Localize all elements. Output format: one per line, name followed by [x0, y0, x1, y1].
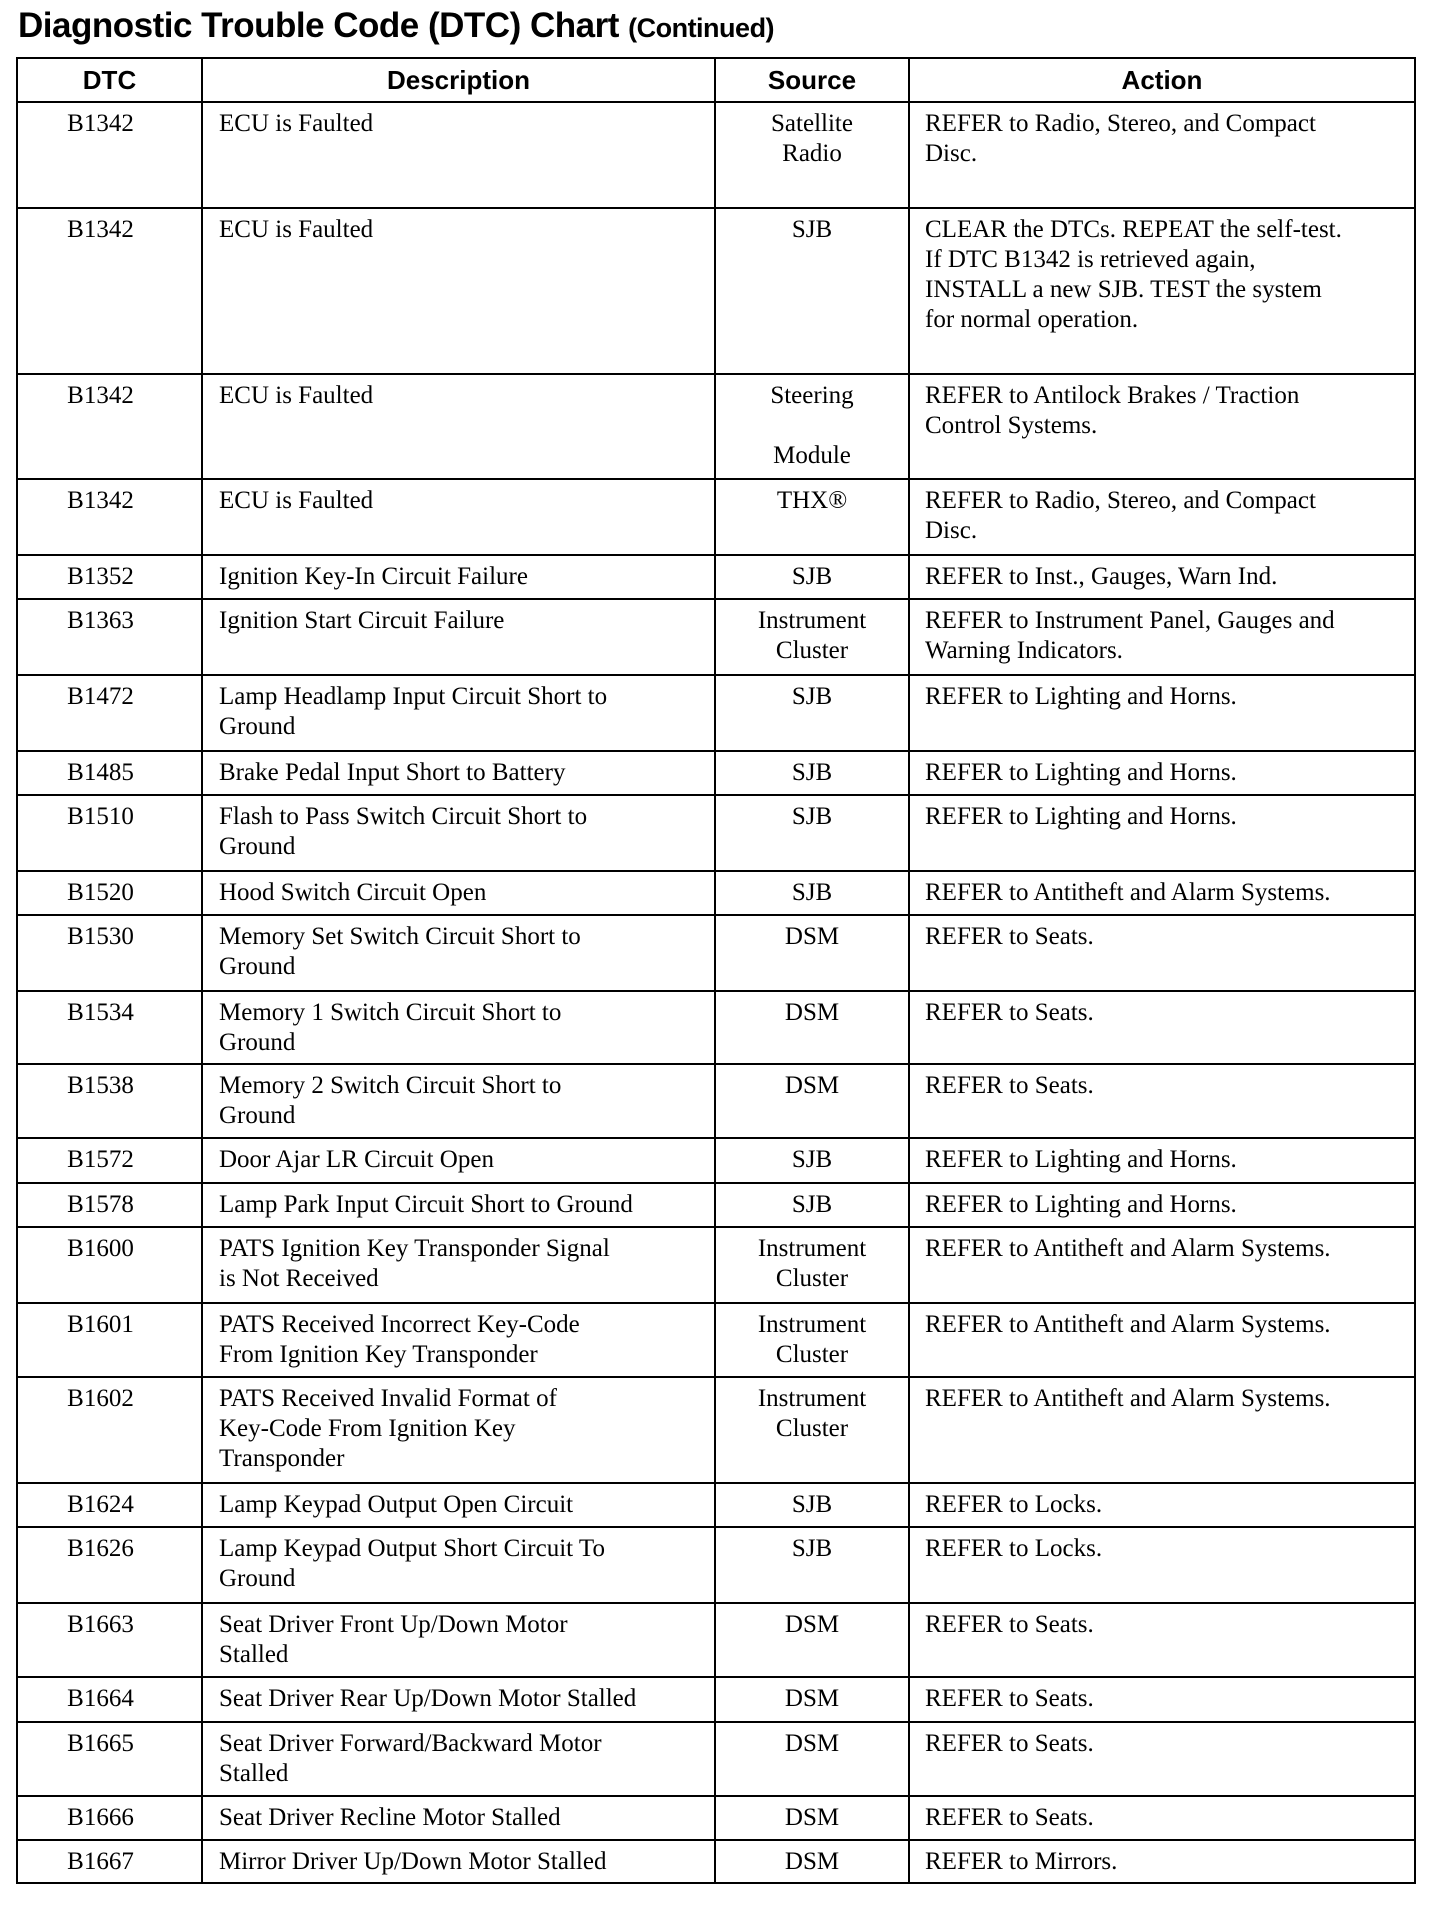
cell-action: REFER to Antitheft and Alarm Systems.	[909, 1377, 1415, 1483]
cell-dtc: B1664	[17, 1677, 202, 1722]
table-row	[17, 599, 1415, 675]
cell-dtc: B1538	[17, 1064, 202, 1138]
cell-description: Seat Driver Recline Motor Stalled	[202, 1796, 715, 1840]
cell-source: SJB	[715, 871, 909, 915]
table-row	[17, 1138, 1415, 1183]
table-row	[17, 1603, 1415, 1677]
cell-source: Instrument Cluster	[715, 1377, 909, 1483]
cell-description: ECU is Faulted	[202, 208, 715, 374]
table-row	[17, 795, 1415, 871]
table-row	[17, 871, 1415, 915]
table-row	[17, 479, 1415, 555]
cell-description: Hood Switch Circuit Open	[202, 871, 715, 915]
cell-action: REFER to Locks.	[909, 1483, 1415, 1527]
cell-source: DSM	[715, 915, 909, 991]
cell-dtc: B1342	[17, 102, 202, 208]
cell-description: Seat Driver Rear Up/Down Motor Stalled	[202, 1677, 715, 1722]
table-row	[17, 1064, 1415, 1138]
cell-source: THX®	[715, 479, 909, 555]
cell-source: DSM	[715, 1796, 909, 1840]
cell-action: REFER to Seats.	[909, 1064, 1415, 1138]
cell-action: REFER to Antilock Brakes / Traction Control Systems.	[909, 374, 1415, 479]
cell-description: PATS Received Invalid Format of Key-Code From Ignition Key Transponder	[202, 1377, 715, 1483]
table-row	[17, 1183, 1415, 1227]
cell-action: REFER to Seats.	[909, 915, 1415, 991]
cell-description: Ignition Start Circuit Failure	[202, 599, 715, 675]
cell-description: ECU is Faulted	[202, 102, 715, 208]
cell-action: REFER to Radio, Stereo, and Compact Disc.	[909, 479, 1415, 555]
table-row	[17, 1303, 1415, 1377]
table-row	[17, 1722, 1415, 1796]
cell-source: DSM	[715, 1603, 909, 1677]
cell-action: REFER to Seats.	[909, 1722, 1415, 1796]
cell-dtc: B1510	[17, 795, 202, 871]
cell-action: REFER to Lighting and Horns.	[909, 1183, 1415, 1227]
header-description: Description	[202, 58, 715, 102]
table-row	[17, 751, 1415, 795]
cell-description: Memory Set Switch Circuit Short to Ground	[202, 915, 715, 991]
table-row	[17, 1377, 1415, 1483]
cell-action: REFER to Lighting and Horns.	[909, 751, 1415, 795]
table-row	[17, 915, 1415, 991]
cell-dtc: B1572	[17, 1138, 202, 1183]
cell-dtc: B1602	[17, 1377, 202, 1483]
cell-dtc: B1601	[17, 1303, 202, 1377]
cell-description: Seat Driver Front Up/Down Motor Stalled	[202, 1603, 715, 1677]
cell-dtc: B1600	[17, 1227, 202, 1303]
table-row	[17, 675, 1415, 751]
cell-source: Satellite Radio	[715, 102, 909, 208]
cell-action: REFER to Lighting and Horns.	[909, 1138, 1415, 1183]
title-suffix: (Continued)	[628, 13, 775, 43]
cell-dtc: B1352	[17, 555, 202, 599]
table-row	[17, 1483, 1415, 1527]
cell-action: REFER to Antitheft and Alarm Systems.	[909, 1227, 1415, 1303]
cell-description: Lamp Keypad Output Open Circuit	[202, 1483, 715, 1527]
page-title	[18, 6, 774, 46]
cell-dtc: B1534	[17, 991, 202, 1064]
table-row	[17, 1796, 1415, 1840]
cell-action: REFER to Seats.	[909, 1677, 1415, 1722]
cell-source: SJB	[715, 208, 909, 374]
cell-description: Brake Pedal Input Short to Battery	[202, 751, 715, 795]
cell-dtc: B1485	[17, 751, 202, 795]
cell-description: Lamp Keypad Output Short Circuit To Ground	[202, 1527, 715, 1603]
cell-action: REFER to Instrument Panel, Gauges and Warning Indicators.	[909, 599, 1415, 675]
cell-source: DSM	[715, 991, 909, 1064]
cell-source: DSM	[715, 1840, 909, 1883]
cell-description: ECU is Faulted	[202, 374, 715, 479]
cell-description: Ignition Key-In Circuit Failure	[202, 555, 715, 599]
cell-source: SJB	[715, 555, 909, 599]
cell-source: Instrument Cluster	[715, 1303, 909, 1377]
table-row	[17, 1840, 1415, 1883]
table-row	[17, 1677, 1415, 1722]
cell-source: SJB	[715, 1483, 909, 1527]
cell-action: REFER to Radio, Stereo, and Compact Disc.	[909, 102, 1415, 208]
table-row	[17, 555, 1415, 599]
cell-action: REFER to Lighting and Horns.	[909, 675, 1415, 751]
cell-dtc: B1578	[17, 1183, 202, 1227]
cell-action: CLEAR the DTCs. REPEAT the self-test. If DTC B1342 is retrieved again, INSTALL a new SJB. TEST the system for normal operation.	[909, 208, 1415, 374]
header-action: Action	[909, 58, 1415, 102]
cell-description: Lamp Headlamp Input Circuit Short to Ground	[202, 675, 715, 751]
cell-action: REFER to Seats.	[909, 1796, 1415, 1840]
cell-source: SJB	[715, 675, 909, 751]
cell-description: ECU is Faulted	[202, 479, 715, 555]
cell-description: Lamp Park Input Circuit Short to Ground	[202, 1183, 715, 1227]
cell-source: SJB	[715, 1138, 909, 1183]
cell-source: SJB	[715, 795, 909, 871]
cell-source: DSM	[715, 1677, 909, 1722]
cell-dtc: B1663	[17, 1603, 202, 1677]
cell-dtc: B1666	[17, 1796, 202, 1840]
cell-source: SJB	[715, 1527, 909, 1603]
cell-dtc: B1530	[17, 915, 202, 991]
cell-dtc: B1342	[17, 479, 202, 555]
table-body	[17, 102, 1415, 1883]
cell-action: REFER to Locks.	[909, 1527, 1415, 1603]
cell-dtc: B1626	[17, 1527, 202, 1603]
table-row	[17, 991, 1415, 1064]
table-row	[17, 374, 1415, 479]
cell-dtc: B1624	[17, 1483, 202, 1527]
header-source: Source	[715, 58, 909, 102]
cell-dtc: B1667	[17, 1840, 202, 1883]
cell-description: PATS Received Incorrect Key-Code From Ignition Key Transponder	[202, 1303, 715, 1377]
table-header-row	[17, 58, 1415, 102]
table-row	[17, 102, 1415, 208]
title-main: Diagnostic Trouble Code (DTC) Chart	[18, 6, 619, 45]
cell-dtc: B1363	[17, 599, 202, 675]
dtc-table	[16, 57, 1416, 1884]
cell-description: Memory 1 Switch Circuit Short to Ground	[202, 991, 715, 1064]
cell-action: REFER to Mirrors.	[909, 1840, 1415, 1883]
cell-action: REFER to Seats.	[909, 1603, 1415, 1677]
cell-dtc: B1342	[17, 208, 202, 374]
cell-action: REFER to Inst., Gauges, Warn Ind.	[909, 555, 1415, 599]
cell-action: REFER to Lighting and Horns.	[909, 795, 1415, 871]
header-dtc: DTC	[17, 58, 202, 102]
cell-description: Memory 2 Switch Circuit Short to Ground	[202, 1064, 715, 1138]
cell-action: REFER to Antitheft and Alarm Systems.	[909, 871, 1415, 915]
table-row	[17, 208, 1415, 374]
table-row	[17, 1527, 1415, 1603]
cell-action: REFER to Seats.	[909, 991, 1415, 1064]
cell-source: Instrument Cluster	[715, 599, 909, 675]
cell-dtc: B1342	[17, 374, 202, 479]
cell-dtc: B1472	[17, 675, 202, 751]
cell-description: PATS Ignition Key Transponder Signal is Not Received	[202, 1227, 715, 1303]
table-row	[17, 1227, 1415, 1303]
cell-description: Flash to Pass Switch Circuit Short to Ground	[202, 795, 715, 871]
cell-source: SJB	[715, 1183, 909, 1227]
cell-source: Steering Module	[715, 374, 909, 479]
cell-description: Seat Driver Forward/Backward Motor Stalled	[202, 1722, 715, 1796]
cell-source: DSM	[715, 1064, 909, 1138]
cell-dtc: B1665	[17, 1722, 202, 1796]
cell-source: Instrument Cluster	[715, 1227, 909, 1303]
cell-description: Door Ajar LR Circuit Open	[202, 1138, 715, 1183]
cell-description: Mirror Driver Up/Down Motor Stalled	[202, 1840, 715, 1883]
cell-dtc: B1520	[17, 871, 202, 915]
cell-source: DSM	[715, 1722, 909, 1796]
cell-source: SJB	[715, 751, 909, 795]
cell-action: REFER to Antitheft and Alarm Systems.	[909, 1303, 1415, 1377]
